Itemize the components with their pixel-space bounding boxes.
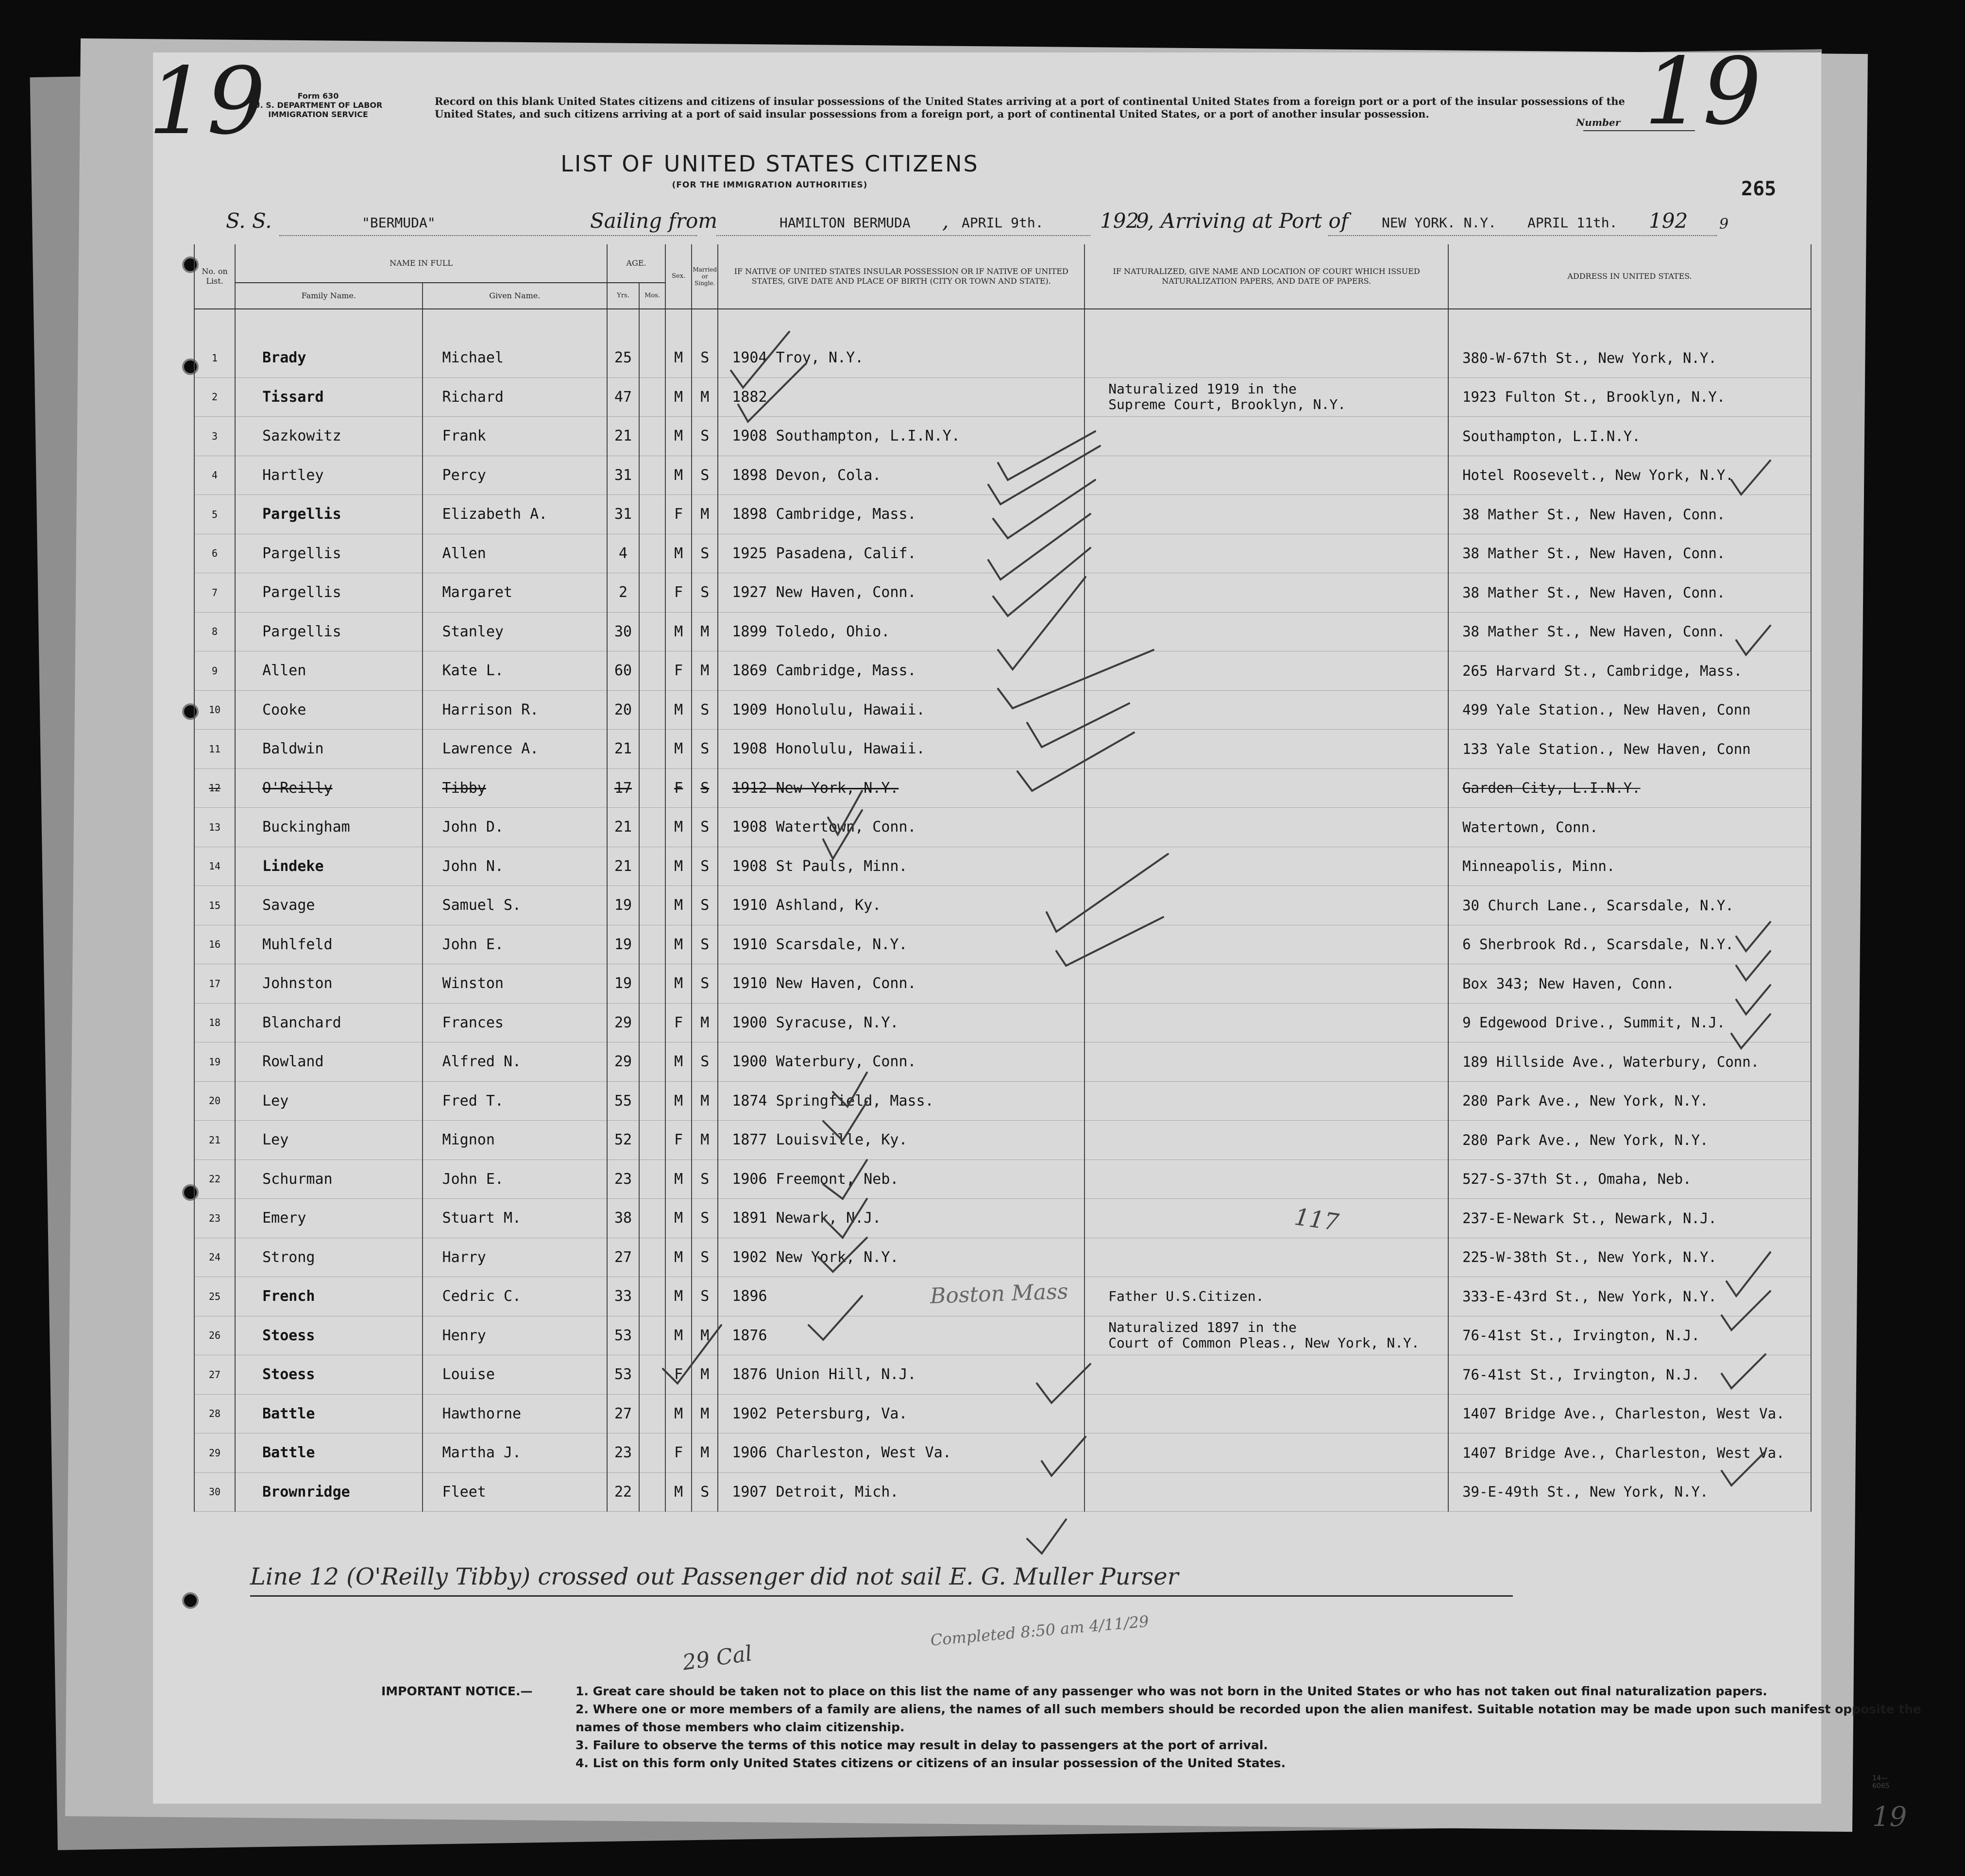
- family-name: Pargellis: [235, 495, 422, 534]
- given-name: Allen: [423, 534, 607, 573]
- age-years: 22: [607, 1472, 639, 1512]
- family-name: Schurman: [235, 1160, 422, 1199]
- notice-item: 2. Where one or more members of a family are aliens, the names of all such members should be recorded upon the alien manifest. Suitable notation may be made upon such manifest opposite the names of those members who claim citizenship.: [576, 1702, 1921, 1734]
- us-address: 133 Yale Station., New Haven, Conn: [1448, 730, 1811, 769]
- us-address: 527-S-37th St., Omaha, Neb.: [1448, 1160, 1811, 1199]
- given-name: Louise: [423, 1355, 607, 1395]
- birth-info: 1908 Watertown, Conn.: [718, 808, 1084, 847]
- age-years: 19: [607, 925, 639, 964]
- given-name: Elizabeth A.: [423, 495, 607, 534]
- row-number: 29: [194, 1433, 235, 1473]
- row-number: 1: [194, 339, 235, 377]
- sex: F: [665, 495, 692, 534]
- marital-status: S: [692, 690, 718, 730]
- birth-info: 1902 New York, N.Y.: [718, 1238, 1084, 1277]
- birth-info: 1876 Union Hill, N.J.: [718, 1355, 1084, 1395]
- family-name: Johnston: [235, 964, 422, 1004]
- row-number: 6: [194, 534, 235, 573]
- number-label: Number: [1576, 117, 1621, 128]
- birth-info: 1908 Honolulu, Hawaii.: [718, 730, 1084, 769]
- age-years: 27: [607, 1394, 639, 1433]
- us-address: Garden City, L.I.N.Y.: [1448, 768, 1811, 808]
- row-number: 11: [194, 730, 235, 769]
- header-mos: Mos.: [639, 283, 665, 309]
- row-number: 18: [194, 1003, 235, 1042]
- birth-info: 1882: [718, 377, 1084, 417]
- given-name: Michael: [423, 339, 607, 377]
- us-address: 9 Edgewood Drive., Summit, N.J.: [1448, 1003, 1811, 1042]
- page-number: 265: [1741, 178, 1777, 200]
- purser-underline: [250, 1595, 1513, 1597]
- form-code: Form 630 U. S. DEPARTMENT OF LABOR IMMIGRATION SERVICE: [254, 91, 383, 119]
- given-name: Samuel S.: [423, 886, 607, 925]
- age-years: 27: [607, 1238, 639, 1277]
- given-name: Tibby: [423, 768, 607, 808]
- ship-name: "BERMUDA": [362, 215, 436, 231]
- family-name: Hartley: [235, 456, 422, 495]
- marital-status: S: [692, 1042, 718, 1082]
- marital-status: S: [692, 1277, 718, 1316]
- sex: M: [665, 612, 692, 651]
- us-address: 38 Mather St., New Haven, Conn.: [1448, 534, 1811, 573]
- given-name: Margaret: [423, 573, 607, 613]
- cal-note: 29 Cal: [681, 1641, 754, 1675]
- row-number: 8: [194, 612, 235, 651]
- age-years: 31: [607, 456, 639, 495]
- marital-status: S: [692, 730, 718, 769]
- marital-status: M: [692, 1355, 718, 1395]
- age-years: 19: [607, 964, 639, 1004]
- row-number: 23: [194, 1199, 235, 1238]
- sex: M: [665, 730, 692, 769]
- birth-info: 1869 Cambridge, Mass.: [718, 651, 1084, 691]
- age-years: 55: [607, 1081, 639, 1121]
- family-name: Tissard: [235, 377, 422, 417]
- family-name: Lindeke: [235, 847, 422, 886]
- sex: M: [665, 1277, 692, 1316]
- sex: M: [665, 1238, 692, 1277]
- sex: M: [665, 1472, 692, 1512]
- age-years: 52: [607, 1121, 639, 1160]
- given-name: Henry: [423, 1316, 607, 1355]
- birth-info: 1910 New Haven, Conn.: [718, 964, 1084, 1004]
- sex: F: [665, 1121, 692, 1160]
- us-address: 39-E-49th St., New York, N.Y.: [1448, 1472, 1811, 1512]
- marital-status: M: [692, 651, 718, 691]
- given-name: Frank: [423, 417, 607, 456]
- age-years: 25: [607, 339, 639, 377]
- sex: M: [665, 456, 692, 495]
- row-number: 5: [194, 495, 235, 534]
- marital-status: S: [692, 1238, 718, 1277]
- birth-info: 1906 Freemont, Neb.: [718, 1160, 1084, 1199]
- row-number: 4: [194, 456, 235, 495]
- row-number: 9: [194, 651, 235, 691]
- birth-info: 1912 New York, N.Y.: [718, 768, 1084, 808]
- given-name: Mignon: [423, 1121, 607, 1160]
- us-address: 380-W-67th St., New York, N.Y.: [1448, 339, 1811, 377]
- handwritten-number-right: 19: [1644, 38, 1762, 145]
- row-number: 14: [194, 847, 235, 886]
- age-years: 31: [607, 495, 639, 534]
- family-name: Muhlfeld: [235, 925, 422, 964]
- us-address: 189 Hillside Ave., Waterbury, Conn.: [1448, 1042, 1811, 1082]
- age-years: 29: [607, 1003, 639, 1042]
- marital-status: S: [692, 925, 718, 964]
- marital-status: M: [692, 1121, 718, 1160]
- sex: F: [665, 1355, 692, 1395]
- family-name: French: [235, 1277, 422, 1316]
- family-name: Pargellis: [235, 612, 422, 651]
- marital-status: S: [692, 964, 718, 1004]
- sex: F: [665, 768, 692, 808]
- us-address: 6 Sherbrook Rd., Scarsdale, N.Y.: [1448, 925, 1811, 964]
- us-address: 38 Mather St., New Haven, Conn.: [1448, 612, 1811, 651]
- sex: M: [665, 690, 692, 730]
- sex: M: [665, 1394, 692, 1433]
- birth-info: 1899 Toledo, Ohio.: [718, 612, 1084, 651]
- family-name: Ley: [235, 1121, 422, 1160]
- given-name: Alfred N.: [423, 1042, 607, 1082]
- birth-info: 1907 Detroit, Mich.: [718, 1472, 1084, 1512]
- row-number: 2: [194, 377, 235, 417]
- us-address: 1407 Bridge Ave., Charleston, West Va.: [1448, 1433, 1811, 1473]
- comma: ,: [942, 209, 949, 233]
- given-name: Cedric C.: [423, 1277, 607, 1316]
- handwritten-strong-annotation: Boston Mass: [930, 1279, 1069, 1309]
- given-name: John E.: [423, 1160, 607, 1199]
- age-years: 33: [607, 1277, 639, 1316]
- marital-status: S: [692, 534, 718, 573]
- birth-info: 1904 Troy, N.Y.: [718, 339, 1084, 377]
- arriving-label: , Arriving at Port of: [1148, 209, 1349, 233]
- marital-status: S: [692, 768, 718, 808]
- arrival-year-prefix: 192: [1649, 209, 1688, 233]
- family-name: Rowland: [235, 1042, 422, 1082]
- given-name: Stuart M.: [423, 1199, 607, 1238]
- sex: M: [665, 1160, 692, 1199]
- marital-status: M: [692, 1003, 718, 1042]
- naturalization-info: Father U.S.Citizen.: [1084, 1277, 1448, 1316]
- sex: M: [665, 1081, 692, 1121]
- row-number: 27: [194, 1355, 235, 1395]
- marital-status: S: [692, 417, 718, 456]
- birth-info: 1908 Southampton, L.I.N.Y.: [718, 417, 1084, 456]
- sex: M: [665, 886, 692, 925]
- notice-item: 3. Failure to observe the terms of this notice may result in delay to passengers at the port of arrival.: [576, 1738, 1268, 1752]
- handwritten-number-left: 19: [148, 48, 266, 155]
- form-code-bottom: 14—6065: [1872, 1774, 1890, 1790]
- given-name: Harry: [423, 1238, 607, 1277]
- departure-port: HAMILTON BERMUDA: [779, 215, 911, 231]
- us-address: 30 Church Lane., Scarsdale, N.Y.: [1448, 886, 1811, 925]
- marital-status: S: [692, 808, 718, 847]
- us-address: 76-41st St., Irvington, N.J.: [1448, 1316, 1811, 1355]
- birth-info: 1898 Cambridge, Mass.: [718, 495, 1084, 534]
- handwritten-bottom-number: 19: [1872, 1801, 1907, 1833]
- given-name: Harrison R.: [423, 690, 607, 730]
- sex: M: [665, 1199, 692, 1238]
- family-name: Pargellis: [235, 534, 422, 573]
- given-name: Winston: [423, 964, 607, 1004]
- us-address: 38 Mather St., New Haven, Conn.: [1448, 495, 1811, 534]
- age-years: 2: [607, 573, 639, 613]
- year-prefix: 192: [1100, 209, 1139, 233]
- header-birth: IF NATIVE OF UNITED STATES INSULAR POSSESSION OR IF NATIVE OF UNITED STATES, GIVE DATE AND PLACE OF BIRTH (CITY OR TOWN AND STATE).: [718, 244, 1084, 309]
- manifest-sheet: [148, 38, 1921, 1833]
- birth-info: 1877 Louisville, Ky.: [718, 1121, 1084, 1160]
- marital-status: S: [692, 1472, 718, 1512]
- birth-info: 1925 Pasadena, Calif.: [718, 534, 1084, 573]
- sex: M: [665, 925, 692, 964]
- family-name: O'Reilly: [235, 768, 422, 808]
- family-name: Blanchard: [235, 1003, 422, 1042]
- birth-info: 1910 Scarsdale, N.Y.: [718, 925, 1084, 964]
- us-address: 265 Harvard St., Cambridge, Mass.: [1448, 651, 1811, 691]
- handwritten-check-marks: [153, 52, 1821, 1804]
- marital-status: S: [692, 1160, 718, 1199]
- age-years: 21: [607, 808, 639, 847]
- sex: F: [665, 651, 692, 691]
- header-given: Given Name.: [423, 283, 607, 309]
- family-name: Brownridge: [235, 1472, 422, 1512]
- row-number: 28: [194, 1394, 235, 1433]
- given-name: Hawthorne: [423, 1394, 607, 1433]
- row-number: 25: [194, 1277, 235, 1316]
- arrival-date: APRIL 11th.: [1527, 215, 1618, 231]
- us-address: 280 Park Ave., New York, N.Y.: [1448, 1121, 1811, 1160]
- row-number: 24: [194, 1238, 235, 1277]
- family-name: Baldwin: [235, 730, 422, 769]
- sex: M: [665, 808, 692, 847]
- family-name: Stoess: [235, 1355, 422, 1395]
- row-number: 12: [194, 768, 235, 808]
- header-yrs: Yrs.: [607, 283, 639, 309]
- us-address: 237-E-Newark St., Newark, N.J.: [1448, 1199, 1811, 1238]
- row-number: 13: [194, 808, 235, 847]
- given-name: John E.: [423, 925, 607, 964]
- sail-date: APRIL 9th.: [962, 215, 1044, 231]
- given-name: Kate L.: [423, 651, 607, 691]
- header-address: ADDRESS IN UNITED STATES.: [1448, 244, 1811, 309]
- birth-info: 1927 New Haven, Conn.: [718, 573, 1084, 613]
- sex: M: [665, 1042, 692, 1082]
- age-years: 17: [607, 768, 639, 808]
- given-name: Frances: [423, 1003, 607, 1042]
- header-naturalized: IF NATURALIZED, GIVE NAME AND LOCATION OF COURT WHICH ISSUED NATURALIZATION PAPERS, AND DATE OF PAPERS.: [1084, 244, 1448, 309]
- age-years: 19: [607, 886, 639, 925]
- marital-status: M: [692, 495, 718, 534]
- family-name: Strong: [235, 1238, 422, 1277]
- sex: M: [665, 534, 692, 573]
- row-number: 3: [194, 417, 235, 456]
- age-years: 30: [607, 612, 639, 651]
- naturalization-info: Naturalized 1919 in the Supreme Court, Brooklyn, N.Y.: [1084, 377, 1448, 417]
- header-no: No. on List.: [194, 244, 235, 309]
- birth-info: 1900 Waterbury, Conn.: [718, 1042, 1084, 1082]
- row-number: 30: [194, 1472, 235, 1512]
- marital-status: M: [692, 377, 718, 417]
- marital-status: M: [692, 1433, 718, 1473]
- us-address: Box 343; New Haven, Conn.: [1448, 964, 1811, 1004]
- marital-status: S: [692, 339, 718, 377]
- arrival-port: NEW YORK. N.Y.: [1382, 215, 1497, 231]
- header-married: Married or Single.: [692, 244, 718, 309]
- us-address: Watertown, Conn.: [1448, 808, 1811, 847]
- family-name: Stoess: [235, 1316, 422, 1355]
- birth-info: 1891 Newark, N.J.: [718, 1199, 1084, 1238]
- us-address: 1407 Bridge Ave., Charleston, West Va.: [1448, 1394, 1811, 1433]
- marital-status: S: [692, 1199, 718, 1238]
- header-age: AGE.: [607, 244, 665, 283]
- age-years: 21: [607, 417, 639, 456]
- sex: M: [665, 377, 692, 417]
- header-family: Family Name.: [235, 283, 422, 309]
- birth-info: 1900 Syracuse, N.Y.: [718, 1003, 1084, 1042]
- row-number: 7: [194, 573, 235, 613]
- given-name: Fred T.: [423, 1081, 607, 1121]
- us-address: Southampton, L.I.N.Y.: [1448, 417, 1811, 456]
- birth-info: 1874 Springfield, Mass.: [718, 1081, 1084, 1121]
- row-number: 26: [194, 1316, 235, 1355]
- sex: F: [665, 1433, 692, 1473]
- row-number: 22: [194, 1160, 235, 1199]
- us-address: 225-W-38th St., New York, N.Y.: [1448, 1238, 1811, 1277]
- marital-status: M: [692, 1316, 718, 1355]
- age-years: 23: [607, 1433, 639, 1473]
- age-years: 4: [607, 534, 639, 573]
- us-address: 38 Mather St., New Haven, Conn.: [1448, 573, 1811, 613]
- header-name-in-full: NAME IN FULL: [235, 244, 607, 283]
- us-address: 333-E-43rd St., New York, N.Y.: [1448, 1277, 1811, 1316]
- marital-status: S: [692, 573, 718, 613]
- given-name: Richard: [423, 377, 607, 417]
- given-name: Stanley: [423, 612, 607, 651]
- naturalization-info: Naturalized 1897 in the Court of Common Pleas., New York, N.Y.: [1084, 1316, 1448, 1355]
- row-number: 10: [194, 690, 235, 730]
- family-name: Battle: [235, 1433, 422, 1473]
- birth-info: 1910 Ashland, Ky.: [718, 886, 1084, 925]
- given-name: Lawrence A.: [423, 730, 607, 769]
- age-years: 29: [607, 1042, 639, 1082]
- sex: M: [665, 847, 692, 886]
- birth-info: 1909 Honolulu, Hawaii.: [718, 690, 1084, 730]
- age-years: 21: [607, 847, 639, 886]
- given-name: Martha J.: [423, 1433, 607, 1473]
- age-years: 23: [607, 1160, 639, 1199]
- row-number: 21: [194, 1121, 235, 1160]
- marital-status: S: [692, 886, 718, 925]
- sex: M: [665, 339, 692, 377]
- sex: F: [665, 1003, 692, 1042]
- age-years: 47: [607, 377, 639, 417]
- us-address: Hotel Roosevelt., New York, N.Y.: [1448, 456, 1811, 495]
- marital-status: S: [692, 456, 718, 495]
- completed-note: Completed 8:50 am 4/11/29: [930, 1612, 1150, 1650]
- us-address: 76-41st St., Irvington, N.J.: [1448, 1355, 1811, 1395]
- ss-label: S. S.: [226, 209, 272, 233]
- given-name: John N.: [423, 847, 607, 886]
- given-name: John D.: [423, 808, 607, 847]
- age-years: 60: [607, 651, 639, 691]
- row-number: 17: [194, 964, 235, 1004]
- birth-info: 1896: [718, 1277, 1084, 1316]
- family-name: Battle: [235, 1394, 422, 1433]
- age-years: 20: [607, 690, 639, 730]
- family-name: Sazkowitz: [235, 417, 422, 456]
- birth-info: 1908 St Pauls, Minn.: [718, 847, 1084, 886]
- row-number: 20: [194, 1081, 235, 1121]
- given-name: Percy: [423, 456, 607, 495]
- notice-item: 1. Great care should be taken not to place on this list the name of any passenger who was not born in the United States or who has not taken out final naturalization papers.: [576, 1684, 1767, 1698]
- marital-status: M: [692, 1394, 718, 1433]
- birth-info: 1876: [718, 1316, 1084, 1355]
- family-name: Buckingham: [235, 808, 422, 847]
- family-name: Savage: [235, 886, 422, 925]
- page-title: LIST OF UNITED STATES CITIZENS: [560, 151, 979, 177]
- birth-info: 1902 Petersburg, Va.: [718, 1394, 1084, 1433]
- family-name: Ley: [235, 1081, 422, 1121]
- birth-info: 1898 Devon, Cola.: [718, 456, 1084, 495]
- notice-label: IMPORTANT NOTICE.—: [381, 1684, 533, 1698]
- age-years: 21: [607, 730, 639, 769]
- family-name: Pargellis: [235, 573, 422, 613]
- sex: M: [665, 1316, 692, 1355]
- us-address: 499 Yale Station., New Haven, Conn: [1448, 690, 1811, 730]
- arrival-year: 9: [1719, 216, 1729, 233]
- purser-note: Line 12 (O'Reilly Tibby) crossed out Passenger did not sail E. G. Muller Purser: [250, 1563, 1179, 1590]
- sex: M: [665, 417, 692, 456]
- family-name: Allen: [235, 651, 422, 691]
- age-years: 38: [607, 1199, 639, 1238]
- notice-item: 4. List on this form only United States citizens or citizens of an insular possession of the United States.: [576, 1756, 1286, 1770]
- marital-status: M: [692, 612, 718, 651]
- sex: M: [665, 964, 692, 1004]
- header-sex: Sex.: [665, 244, 692, 309]
- family-name: Emery: [235, 1199, 422, 1238]
- given-name: Fleet: [423, 1472, 607, 1512]
- record-instructions: Record on this blank United States citizens and citizens of insular possessions of the United States arriving at a port of continental United States from a foreign port or a port of the insular possessions of the United States, and such citizens arriving at a port of said insular possessions from a foreign port, a port of continental United States, or a port of another insular possession.: [435, 95, 1625, 120]
- marital-status: S: [692, 847, 718, 886]
- us-address: 1923 Fulton St., Brooklyn, N.Y.: [1448, 377, 1811, 417]
- handwritten-117: 117: [1292, 1203, 1341, 1237]
- family-name: Cooke: [235, 690, 422, 730]
- birth-info: 1906 Charleston, West Va.: [718, 1433, 1084, 1473]
- sex: F: [665, 573, 692, 613]
- sail-year: 9: [1136, 209, 1149, 233]
- page-subtitle: (FOR THE IMMIGRATION AUTHORITIES): [672, 180, 868, 190]
- age-years: 53: [607, 1316, 639, 1355]
- row-number: 19: [194, 1042, 235, 1082]
- us-address: Minneapolis, Minn.: [1448, 847, 1811, 886]
- row-number: 16: [194, 925, 235, 964]
- us-address: 280 Park Ave., New York, N.Y.: [1448, 1081, 1811, 1121]
- marital-status: M: [692, 1081, 718, 1121]
- family-name: Brady: [235, 339, 422, 377]
- row-number: 15: [194, 886, 235, 925]
- age-years: 53: [607, 1355, 639, 1395]
- sailing-label: Sailing from: [590, 209, 718, 233]
